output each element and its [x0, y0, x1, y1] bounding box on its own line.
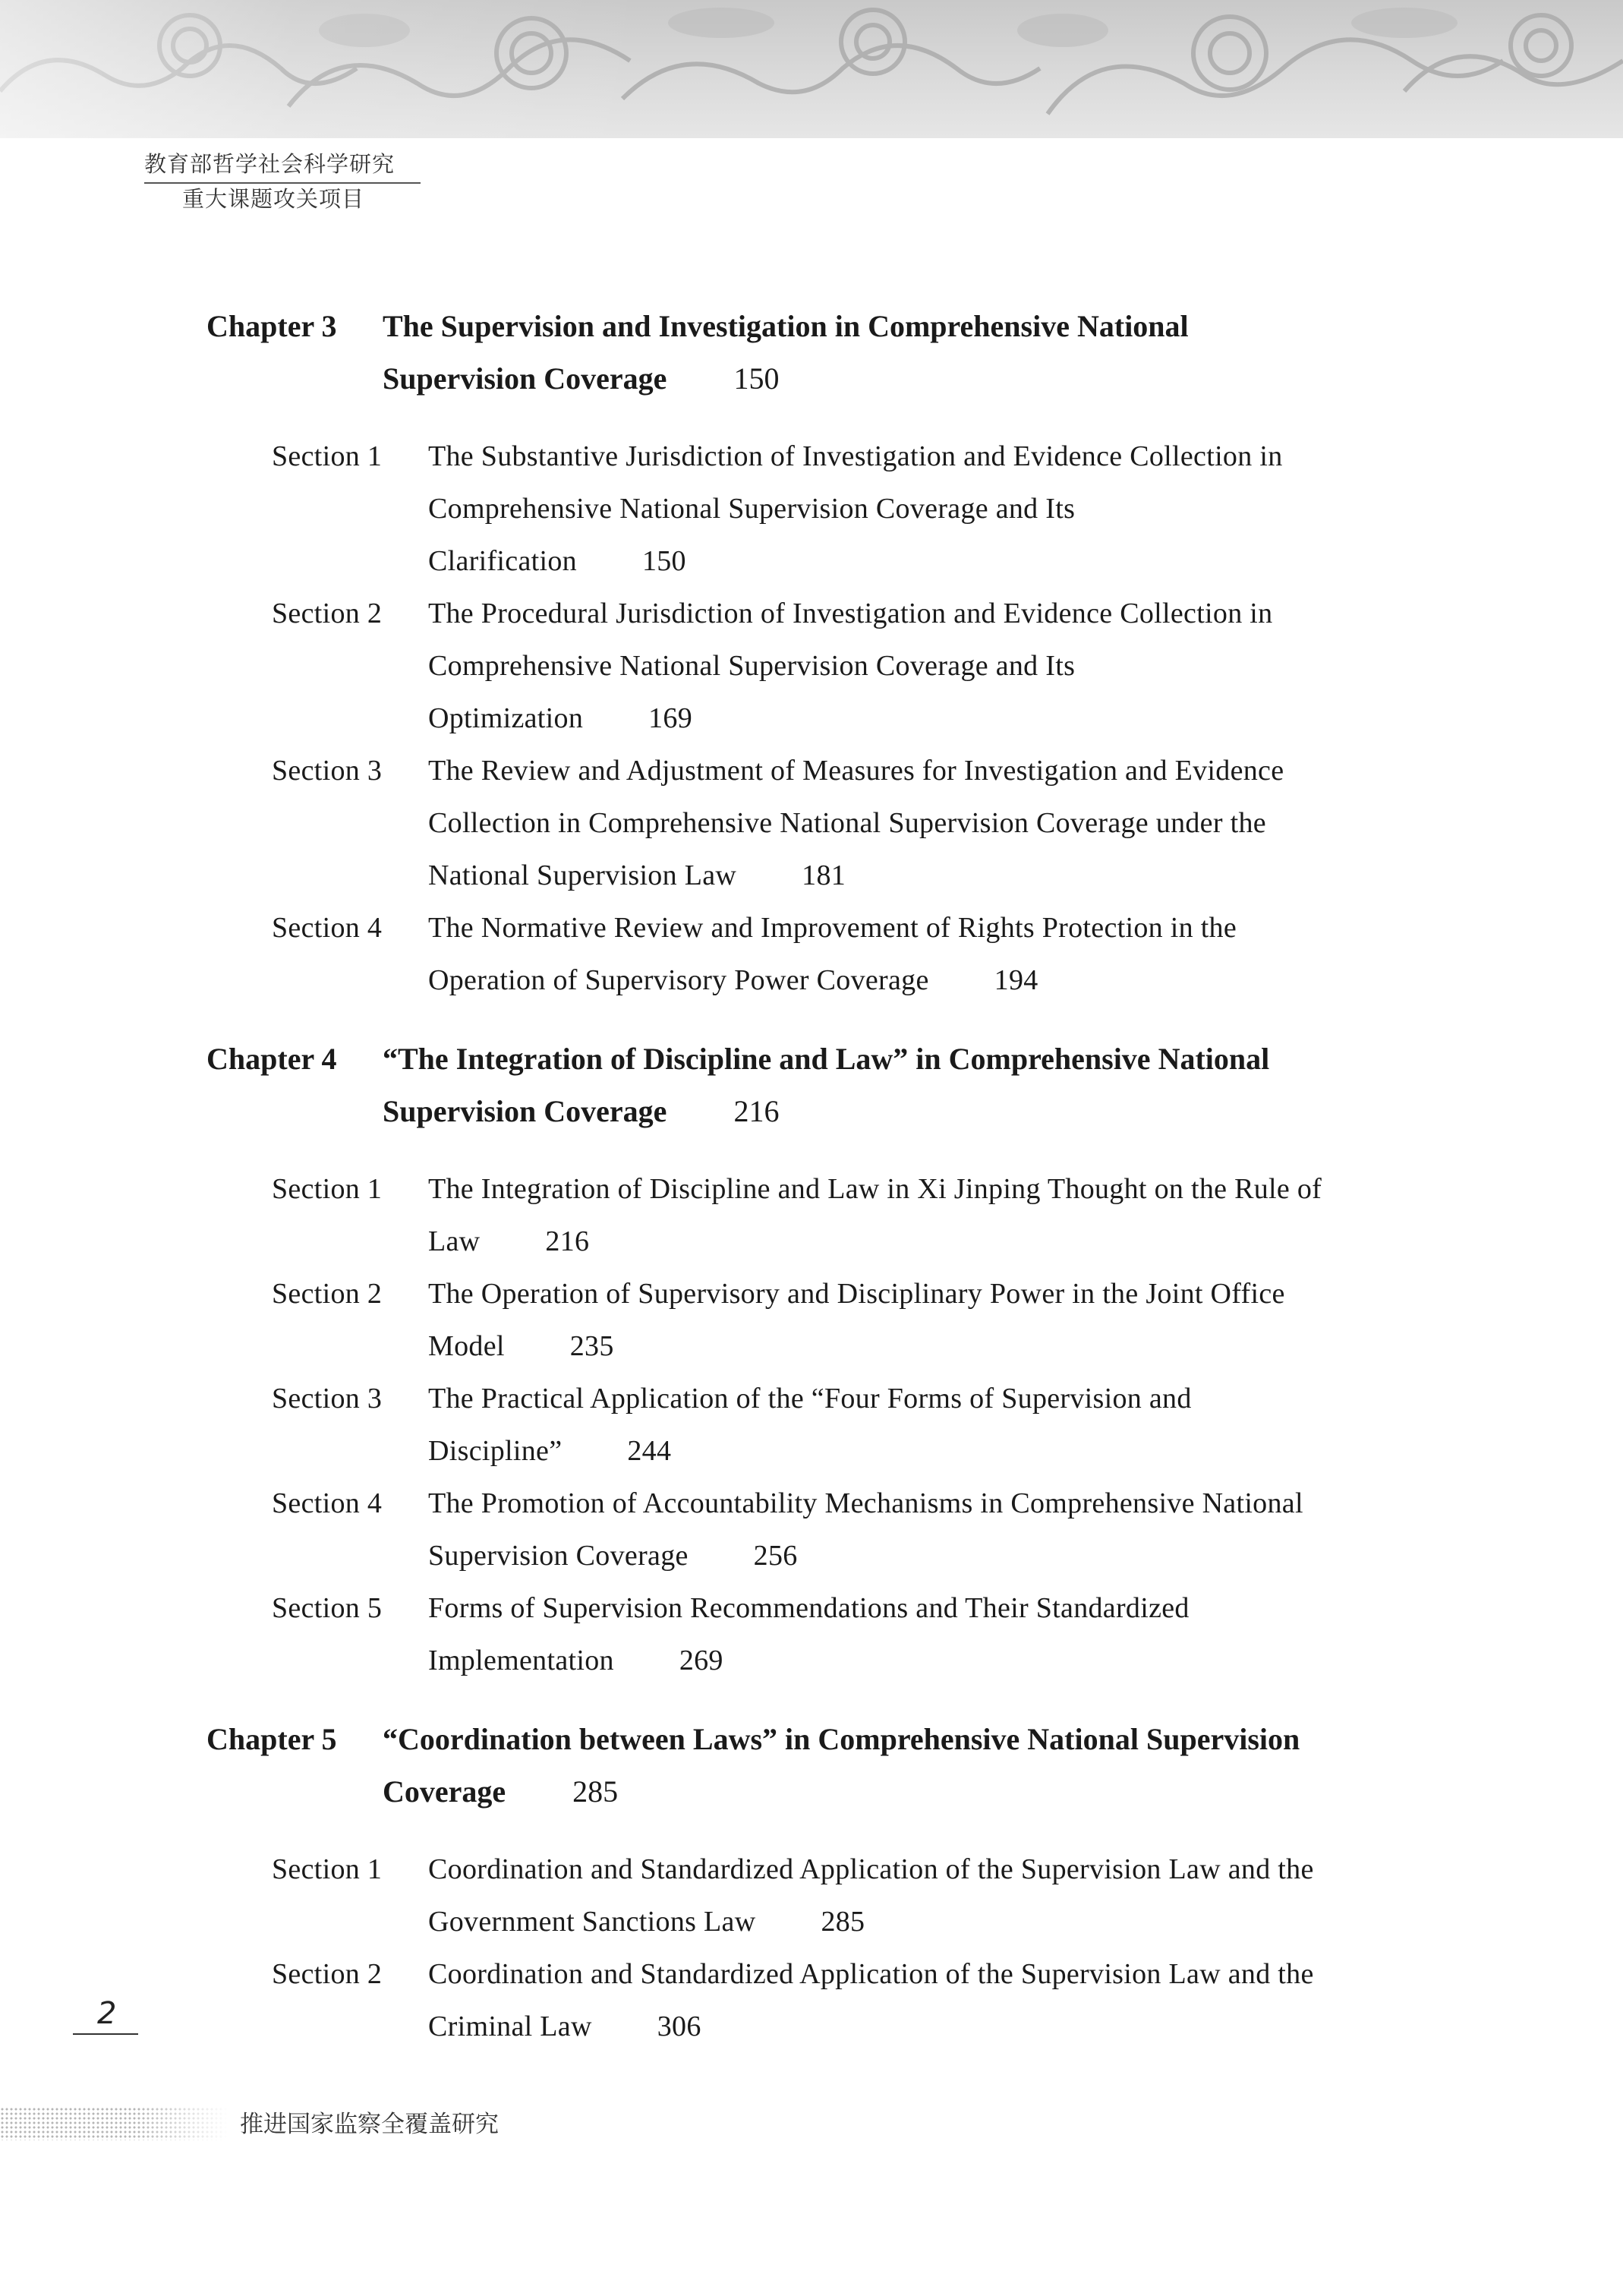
page-number: 256: [753, 1540, 798, 1572]
chapter-label: Chapter 5: [206, 1722, 337, 1756]
toc-section: [272, 1478, 1322, 1582]
decorative-dot-pattern: [0, 2107, 228, 2140]
banner-fade: [0, 0, 1623, 138]
section-title: The Review and Adjustment of Measures for Investigation and Evidence Collection in Comprehensive National Supervision Coverage under the National Supervision Law 181: [428, 755, 1284, 891]
toc-section: [272, 902, 1322, 1007]
section-title: The Substantive Jurisdiction of Investigation and Evidence Collection in Comprehensive National Supervision Coverage and Its Clarification 150: [428, 440, 1283, 577]
toc-section: [272, 1843, 1322, 1948]
section-label: Section 4: [272, 1487, 383, 1519]
toc-section: [272, 430, 1322, 588]
section-label: Section 3: [272, 1383, 383, 1414]
section-title: Forms of Supervision Recommendations and Their Standardized Implementation 269: [428, 1592, 1190, 1676]
section-label: Section 1: [272, 1173, 383, 1205]
chapter-label: Chapter 4: [206, 1042, 337, 1076]
page-number: 285: [821, 1906, 865, 1938]
page-number: 181: [802, 859, 846, 891]
page-number: 244: [627, 1435, 672, 1467]
section-label: Section 2: [272, 1958, 383, 1990]
chapter-title: “The Integration of Discipline and Law” in Comprehensive National Supervision Coverage 216: [383, 1042, 1270, 1128]
chapter-label: Chapter 3: [206, 309, 337, 343]
page-number: 216: [545, 1225, 590, 1257]
page-number: 285: [572, 1774, 619, 1809]
page-number: 235: [569, 1330, 614, 1362]
page-number: 194: [994, 964, 1038, 996]
toc-chapter: [206, 1033, 1322, 1137]
toc-section: [272, 1268, 1322, 1373]
page-number: 269: [679, 1645, 723, 1676]
toc-section: [272, 1582, 1322, 1687]
footer-page-number: 2: [73, 1995, 138, 2035]
section-label: Section 3: [272, 755, 383, 787]
section-title: The Procedural Jurisdiction of Investigation and Evidence Collection in Comprehensive National Supervision Coverage and Its Optimization 169: [428, 598, 1273, 734]
toc-section: [272, 745, 1322, 902]
page-number: 169: [648, 702, 693, 734]
section-label: Section 1: [272, 1853, 383, 1885]
series-title-line1: 教育部哲学社会科学研究: [144, 149, 421, 184]
page-number: 216: [733, 1094, 780, 1128]
toc-section: [272, 1163, 1322, 1268]
section-title: Coordination and Standardized Application of the Supervision Law and the Government Sanctions Law 285: [428, 1853, 1314, 1938]
section-label: Section 4: [272, 912, 383, 944]
toc-section: [272, 588, 1322, 745]
section-title: The Normative Review and Improvement of Rights Protection in the Operation of Supervisory Power Coverage 194: [428, 912, 1237, 996]
section-title: Coordination and Standardized Application of the Supervision Law and the Criminal Law 306: [428, 1958, 1314, 2042]
section-label: Section 1: [272, 440, 383, 472]
section-title: The Operation of Supervisory and Disciplinary Power in the Joint Office Model 235: [428, 1278, 1285, 1362]
chapter-title: The Supervision and Investigation in Comprehensive National Supervision Coverage 150: [383, 309, 1189, 396]
toc-chapter: [206, 300, 1322, 405]
section-label: Section 5: [272, 1592, 383, 1624]
toc-chapter: [206, 1713, 1322, 1818]
section-label: Section 2: [272, 1278, 383, 1310]
page-number: 306: [657, 2011, 701, 2042]
page-number: 150: [733, 361, 780, 396]
series-title-line2: 重大课题攻关项目: [182, 186, 365, 212]
section-title: The Practical Application of the “Four Forms of Supervision and Discipline” 244: [428, 1383, 1192, 1467]
chapter-title: “Coordination between Laws” in Comprehensive National Supervision Coverage 285: [383, 1722, 1300, 1809]
footer-book-title: 推进国家监察全覆盖研究: [240, 2111, 499, 2138]
table-of-contents: [206, 300, 1322, 2053]
toc-section: [272, 1948, 1322, 2053]
series-title: [144, 149, 421, 214]
section-label: Section 2: [272, 598, 383, 629]
page-number: 150: [641, 545, 686, 577]
toc-section: [272, 1373, 1322, 1478]
section-title: The Integration of Discipline and Law in Xi Jinping Thought on the Rule of Law 216: [428, 1173, 1322, 1257]
decorative-cloud-banner: [0, 0, 1623, 138]
section-title: The Promotion of Accountability Mechanisms in Comprehensive National Supervision Coverage 256: [428, 1487, 1303, 1572]
